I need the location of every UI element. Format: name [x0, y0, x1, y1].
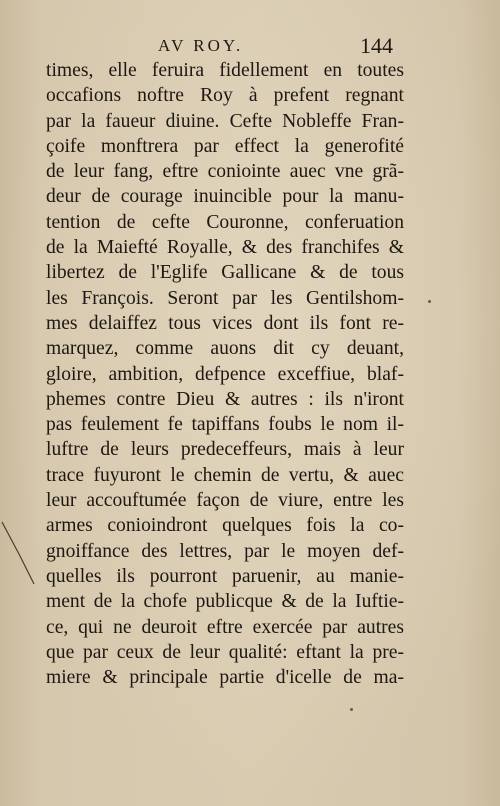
text-line: phemes contre Dieu & autres : ils n'iront — [46, 388, 404, 410]
text-line: les François. Seront par les Gentilshom- — [46, 287, 404, 309]
text-line: gloire, ambition, defpence exceffiue, blaf- — [46, 363, 404, 385]
body-text — [46, 58, 404, 690]
text-line: çoife monftrera par effect la generofité — [46, 135, 404, 157]
text-line: trace fuyuront le chemin de vertu, & auec — [46, 464, 404, 486]
text-line: ment de la chofe publicque & de la Iuftie- — [46, 591, 404, 613]
text-line: deur de courage inuincible pour la manu- — [46, 186, 404, 208]
ink-speck — [350, 708, 353, 711]
text-line: leur accouftumée façon de viure, entre les — [46, 490, 404, 512]
text-line: gnoiffance des lettres, par le moyen def- — [46, 540, 404, 562]
page-header — [0, 34, 500, 58]
text-line: de leur fang, eftre coniointe auec vne grã- — [46, 161, 404, 183]
text-line: par la faueur diuine. Cefte Nobleffe Fran- — [46, 110, 404, 132]
text-line: mes delaiffez tous vices dont ils font re- — [46, 312, 404, 334]
text-line: times, elle feruira fidellement en toutes — [46, 60, 404, 81]
text-line: pas feulement fe tapiffans foubs le nom il- — [46, 414, 404, 436]
text-line: quelles ils pourront paruenir, au manie- — [46, 565, 404, 587]
text-line: tention de cefte Couronne, conferuation — [46, 211, 404, 233]
page-number: 144 — [360, 33, 393, 58]
text-line: armes conioindront quelques fois la co- — [46, 515, 404, 537]
margin-pen-stroke — [0, 516, 40, 596]
text-line: libertez de l'Eglife Gallicane & de tous — [46, 262, 404, 284]
text-line: luftre de leurs predeceffeurs, mais à leur — [46, 439, 404, 461]
text-line: occafions noftre Roy à prefent regnant — [46, 85, 404, 107]
text-line: ce, qui ne deuroit eftre exercée par autres — [46, 616, 404, 638]
text-line: miere & principale partie d'icelle de ma- — [46, 667, 404, 689]
text-line: de la Maiefté Royalle, & des franchifes & — [46, 237, 404, 259]
ink-speck — [428, 300, 431, 303]
running-head: AV ROY. — [158, 36, 244, 55]
text-line: marquez, comme auons dit cy deuant, — [46, 338, 404, 360]
text-line: que par ceux de leur qualité: eftant la pre- — [46, 641, 404, 663]
